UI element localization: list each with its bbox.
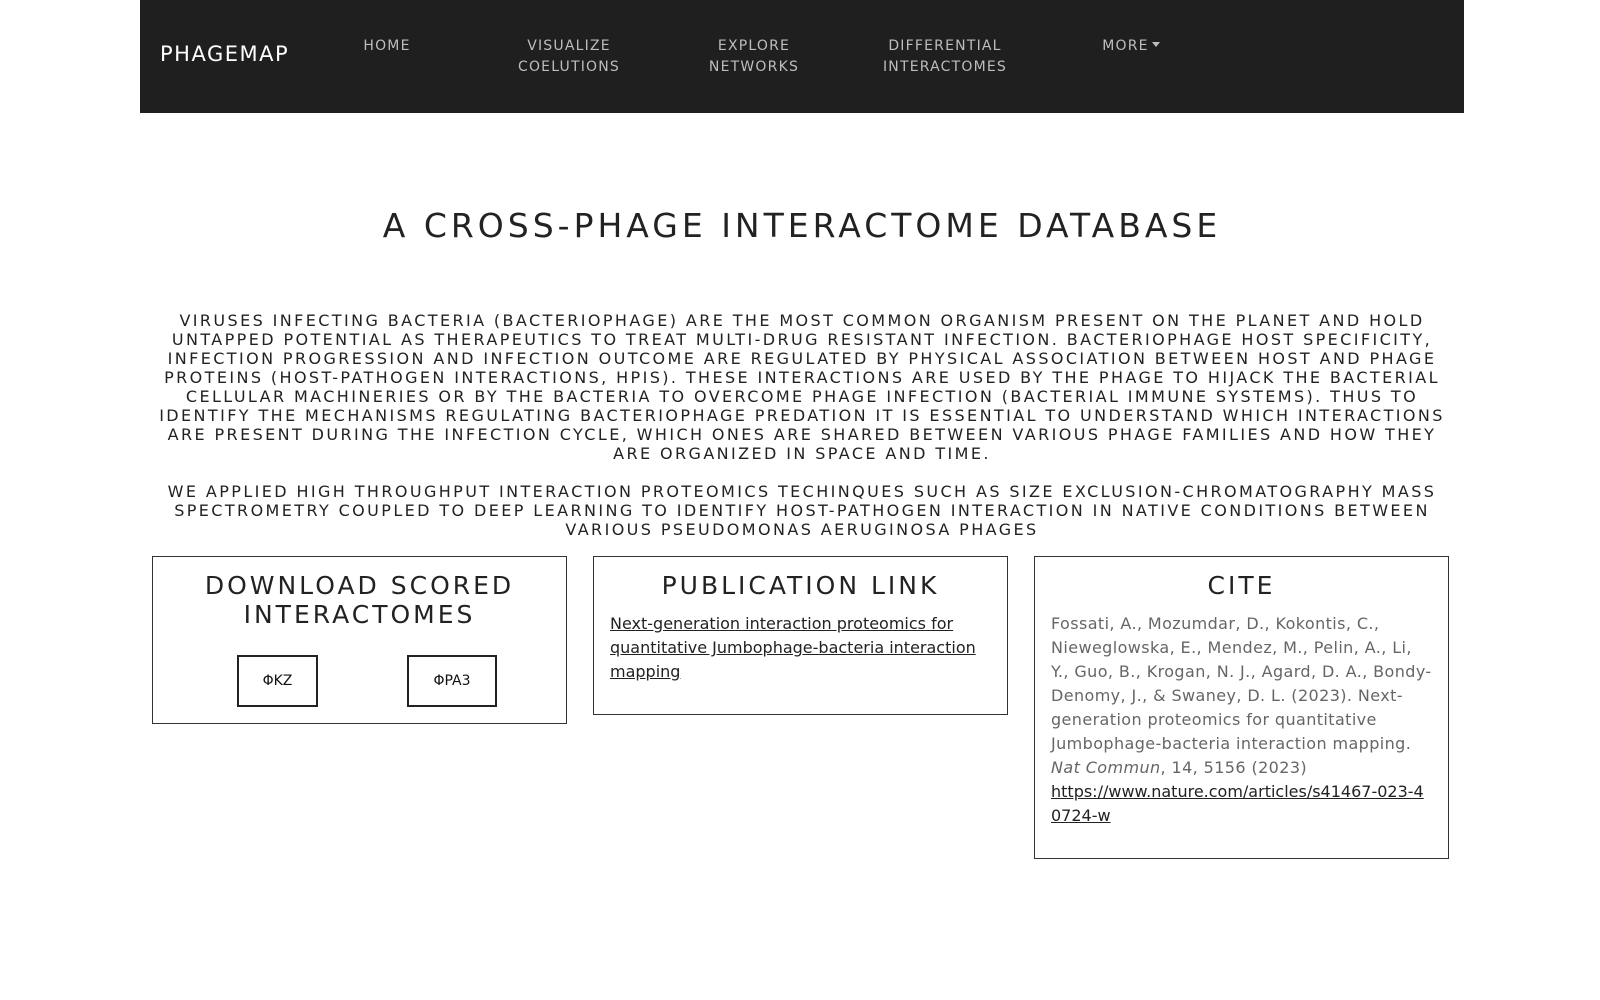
navbar (140, 0, 1464, 113)
intro-paragraph-2: WE APPLIED HIGH THROUGHPUT INTERACTION PROTEOMICS TECHINQUES SUCH AS SIZE EXCLUSION-CHROMATOGRAPHY MASS SPECTROMETRY COUPLED TO DEEP LEARNING TO IDENTIFY HOST-PATHOGEN INTERACTION IN NATIVE CONDITIONS BETWEEN VARIOUS PSEUDOMONAS AERUGINOSA PHAGES (167, 482, 1437, 539)
download-phipa3-button[interactable]: ΦPA3 (407, 655, 497, 707)
nav-visualize-coelutions[interactable] (514, 36, 624, 78)
nav-more-label: MORE (1102, 38, 1149, 54)
cite-card (1034, 556, 1449, 859)
nav-more-dropdown[interactable] (1100, 36, 1162, 57)
publication-card-title: PUBLICATION LINK (661, 571, 940, 600)
download-phikz-button[interactable]: ΦKZ (237, 655, 318, 707)
nav-differential-interactomes[interactable] (880, 36, 1010, 78)
cite-card-title: CITE (1207, 571, 1276, 600)
citation-url-link[interactable]: https://www.nature.com/articles/s41467-023-40724-w (1051, 782, 1424, 825)
brand-logo[interactable]: PHAGEMAP (160, 42, 290, 66)
nav-home[interactable] (362, 36, 412, 57)
citation-volume: , 14, 5156 (2023) (1160, 758, 1308, 777)
caret-down-icon (1152, 42, 1160, 47)
download-card-title: DOWNLOAD SCORED INTERACTOMES (204, 571, 515, 629)
nav-explore-networks[interactable] (706, 36, 802, 78)
download-card (152, 556, 567, 724)
nav-visualize-label-2: COELUTIONS (517, 59, 621, 75)
citation-journal: Nat Commun (1051, 758, 1161, 777)
publication-card (593, 556, 1008, 715)
citation-text (1051, 612, 1432, 780)
nav-explore-label-1: EXPLORE (717, 38, 791, 54)
nav-differential-label-2: INTERACTOMES (882, 59, 1008, 75)
nav-differential-label-1: DIFFERENTIAL (888, 38, 1002, 54)
intro-paragraph-1: VIRUSES INFECTING BACTERIA (BACTERIOPHAGE) ARE THE MOST COMMON ORGANISM PRESENT ON THE PLANET AND HOLD UNTAPPED POTENTIAL AS THERAPEUTICS TO TREAT MULTI-DRUG RESISTANT INFECTION. BACTERIOPHAGE HOST SPECIFICITY, INFECTION PROGRESSION AND INFECTION OUTCOME ARE REGULATED BY PHYSICAL ASSOCIATION BETWEEN HOST AND PHAGE PROTEINS (HOST-PATHOGEN INTERACTIONS, HPIS). THESE INTERACTIONS ARE USED BY THE PHAGE TO HIJACK THE BACTERIAL CELLULAR MACHINERIES OR BY THE BACTERIA TO OVERCOME PHAGE INFECTION (BACTERIAL IMMUNE SYSTEMS). THUS TO IDENTIFY THE MECHANISMS REGULATING BACTERIOPHAGE PREDATION IT IS ESSENTIAL TO UNDERSTAND WHICH INTERACTIONS ARE PRESENT DURING THE INFECTION CYCLE, WHICH ONES ARE SHARED BETWEEN VARIOUS PHAGE FAMILIES AND HOW THEY ARE ORGANIZED IN SPACE AND TIME. (159, 311, 1445, 463)
nav-home-label: HOME (363, 38, 411, 54)
publication-link[interactable]: Next-generation interaction proteomics for quantitative Jumbophage-bacteria interaction mapping (610, 614, 976, 681)
citation-authors: Fossati, A., Mozumdar, D., Kokontis, C., Nieweglowska, E., Mendez, M., Pelin, A., Li, Y., Guo, B., Krogan, N. J., Agard, D. A., Bondy-Denomy, J., & Swaney, D. L. (2023). Next-generation proteomics for quantitative Jumbophage-bacteria interaction mapping. (1051, 614, 1432, 753)
nav-visualize-label-1: VISUALIZE (527, 38, 611, 54)
nav-explore-label-2: NETWORKS (708, 59, 800, 75)
page-title: A CROSS-PHAGE INTERACTOME DATABASE (382, 206, 1222, 245)
